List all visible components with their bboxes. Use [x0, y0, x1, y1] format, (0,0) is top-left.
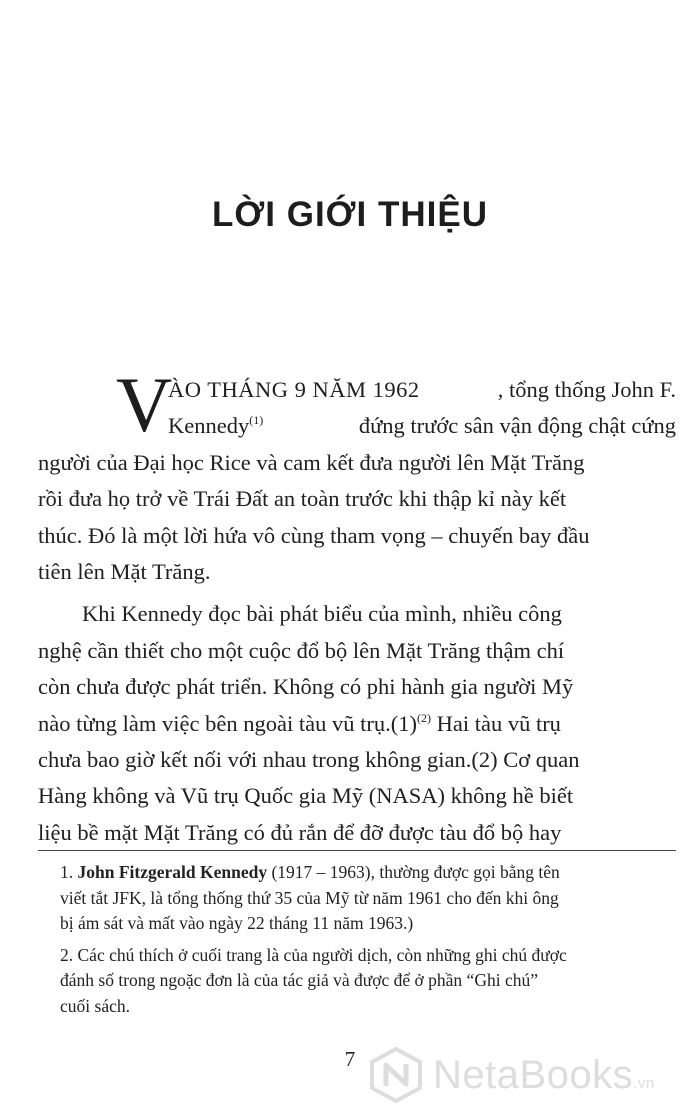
footnote-2-line-2: đánh số trong ngoặc đơn là của tác giả và được để ở phần “Ghi chú” — [60, 970, 538, 990]
paragraph1-line-4: rồi đưa họ trở về Trái Đất an toàn trước khi thập kỉ này kết — [38, 486, 567, 512]
paragraph1-line-5: thúc. Đó là một lời hứa vô cùng tham vọng – chuyến bay đầu — [38, 522, 590, 548]
paragraph2-line-3: còn chưa được phát triển. Không có phi hành gia người Mỹ — [38, 674, 574, 700]
footnote-ref-2: (2) — [416, 710, 431, 725]
watermark-brand-suffix: .vn — [633, 1074, 655, 1092]
footnote-1 — [60, 860, 680, 937]
footnote-1-line-3: bị ám sát và mất vào ngày 22 tháng 11 năm 1963.) — [60, 913, 414, 933]
footnote-divider — [38, 850, 676, 851]
paragraph2-line-4-text: nào từng làm việc bên ngoài tàu vũ trụ.(1) — [38, 710, 417, 736]
watermark — [367, 1040, 697, 1110]
footnote-1-number: 1. — [60, 862, 78, 882]
watermark-brand — [433, 1053, 655, 1098]
page-number: 7 — [344, 1047, 356, 1071]
paragraph1-line-2 — [116, 408, 676, 444]
footnote-1-line-1: (1917 – 1963), thường được gọi bằng tên — [267, 862, 560, 882]
body-text — [38, 361, 676, 851]
kennedy-text — [168, 408, 263, 444]
kennedy-word: Kennedy — [168, 413, 250, 439]
paragraph1-line-2-rest: đứng trước sân vận động chật cứng — [358, 413, 676, 439]
footnote-1-line-2: viết tắt JFK, là tổng thống thứ 35 của Mỹ từ năm 1961 cho đến khi ông — [60, 887, 559, 908]
paragraph2-line-6: Hàng không và Vũ trụ Quốc gia Mỹ (NASA) không hề biết — [38, 783, 574, 809]
opening-small-caps: ÀO THÁNG 9 NĂM 1962 — [168, 377, 420, 402]
footnote-1-name: John Fitzgerald Kennedy — [77, 862, 268, 882]
paragraph1-line-1 — [116, 372, 676, 408]
paragraph2-line-2: nghệ cần thiết cho một cuộc đổ bộ lên Mặt Trăng thậm chí — [38, 637, 565, 663]
paragraph1-line-1-text: , tổng thống John F. — [497, 377, 676, 402]
footnote-2 — [60, 943, 680, 1020]
footnotes — [60, 860, 680, 1025]
paragraph1-line-6: tiên lên Mặt Trăng. — [38, 558, 211, 584]
watermark-brand-name: NetaBooks — [433, 1052, 634, 1097]
paragraph2-line-4 — [38, 706, 676, 742]
drop-cap: V — [116, 361, 173, 448]
page-title: LỜI GIỚI THIỆU — [212, 195, 488, 234]
paragraph1-line-3: người của Đại học Rice và cam kết đưa người lên Mặt Trăng — [38, 449, 585, 475]
footnote-ref-1: (1) — [249, 413, 264, 428]
paragraph2-line-1: Khi Kennedy đọc bài phát biểu của mình, nhiều công — [82, 601, 562, 627]
paragraph2-line-7: liệu bề mặt Mặt Trăng có đủ rắn để đỡ được tàu đổ bộ hay — [38, 819, 562, 845]
paragraph2-line-4-rest: Hai tàu vũ trụ — [430, 710, 561, 736]
paragraph2-line-5: chưa bao giờ kết nối với nhau trong không gian.(2) Cơ quan — [38, 746, 580, 772]
netabooks-logo-icon — [367, 1046, 425, 1104]
footnote-2-line-1: 2. Các chú thích ở cuối trang là của người dịch, còn những ghi chú được — [60, 944, 567, 965]
footnote-2-line-3: cuối sách. — [60, 995, 130, 1016]
